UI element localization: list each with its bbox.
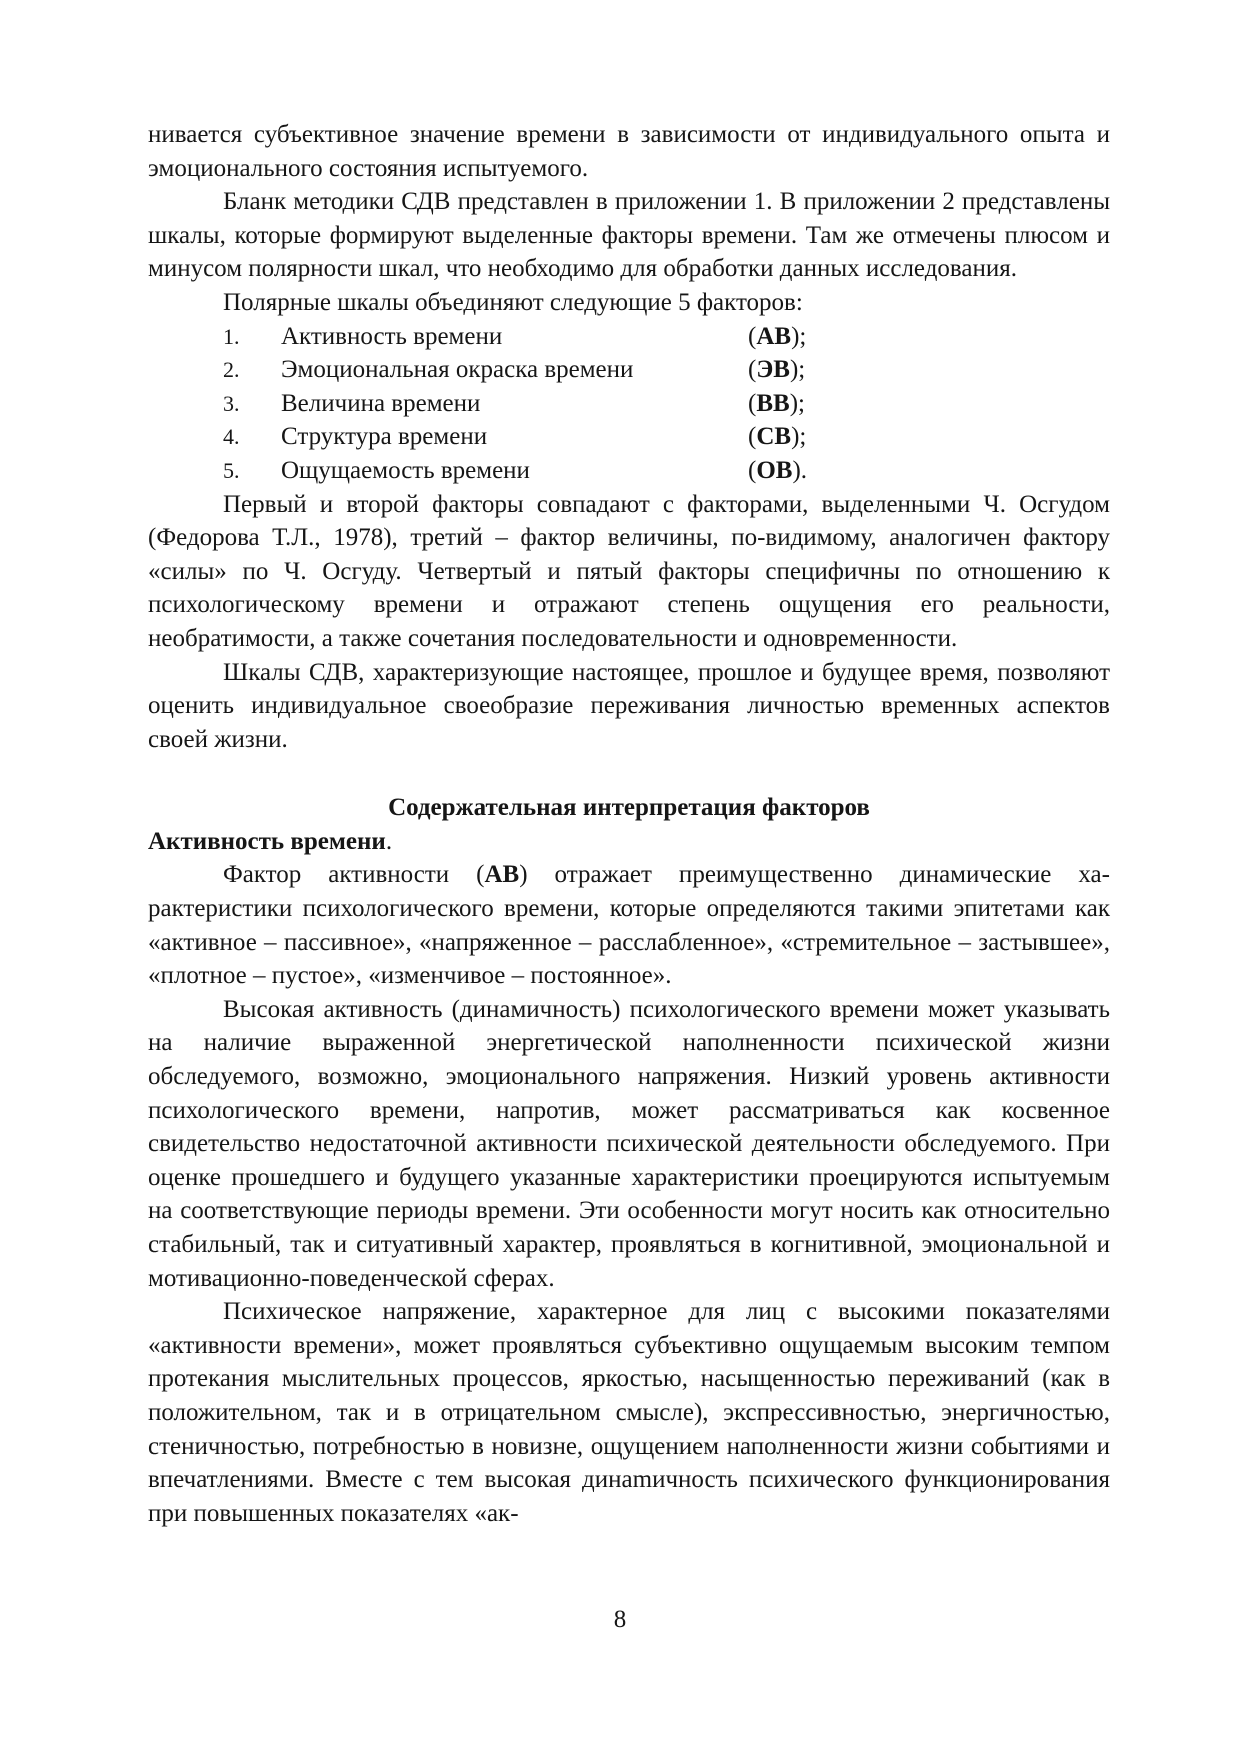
subsection-title [148, 825, 1110, 859]
list-item-end: ); [789, 356, 806, 384]
paragraph-factors-intro: Полярные шкалы объединяют следующие 5 факторов: [223, 288, 803, 316]
list-item-end: ); [791, 423, 807, 451]
list-item-number: 1. [223, 323, 240, 349]
paragraph-high-activity: Высокая активность (динамичность) психологического времени может указывать на наличие выраженной энергетической наполненности психической жизни обследуемого, возможно, эмоционального напряжения. Низкий уровень активности психологического времени, напротив, может рассматриваться как косвенное свидетельство недостаточной активности психической деятельности обследуемого. При оценке прошедшего и будущего указанные характеристики проецируются испытуемым на соответствующие периоды времени. Эти особенности могут носить как относительно стабильный, так и ситуативный характер, проявляться в когнитивной, эмоциональной и мотивационно-поведенческой сферах. [148, 995, 1110, 1292]
factor-code: АВ [756, 322, 792, 350]
paragraph-blank-description: Бланк методики СДВ представлен в приложении 1. В приложении 2 представлены шкалы, которые формируют выделенные факторы времени. Там же отмечены плюсом и минусом полярности шкал, что необходимо для обработки данных исследования. [148, 188, 1110, 283]
factor-code: ЭВ [756, 356, 790, 384]
list-item [148, 353, 1110, 387]
paragraph-activity-factor [148, 858, 1110, 992]
list-item-code: (СВ); [748, 423, 807, 451]
factor-code: АВ [484, 861, 520, 889]
factor-code: СВ [756, 423, 792, 451]
list-item-label: Структура времени [281, 423, 488, 451]
subsection-title-text: Активность времени [148, 827, 386, 855]
list-item [148, 454, 1110, 488]
factor-code: ОВ [756, 456, 793, 484]
list-item-number: 5. [223, 457, 240, 483]
list-item-code: (ОВ). [748, 456, 808, 484]
list-item-code: (ЭВ); [748, 356, 806, 384]
page-number: 8 [613, 1606, 627, 1633]
list-item [148, 320, 1110, 354]
paragraph-continuation: нивается субъективное значение времени в зависимости от индивидуального опыта и эмоционального состояния испытуемого. [148, 121, 1110, 182]
paragraph-sdv-scales: Шкалы СДВ, характеризующие настоящее, прошлое и будущее время, позволяют оценить индивидуальное своеобразие переживания личностью временных аспектов своей жизни. [148, 658, 1110, 753]
section-title: Содержательная интерпретация факторов [388, 794, 870, 822]
paragraph-psychic-tension: Психическое напряжение, характерное для лиц с высокими показателями «активности времени», может проявляться субъективно ощущаемым высоким темпом протекания мыслительных процессов, яркостью, насыщенностью переживаний (как в положительном, так и в отрицательном смысле), экспрессивностью, энергичностью, стеничностью, потребностью в новизне, ощущением наполненности жизни событиями и впечатлениями. Вместе с тем высокая динаmичность психического функционирования при повышенных показателях «ак- [148, 1298, 1110, 1527]
paragraph-osgood-comparison: Первый и второй факторы совпадают с факторами, выделенными Ч. Осгудом (Федорова Т.Л., 1978), третий – фактор величины, по-видимому, аналогичен фактору «силы» по Ч. Осгуду. Четвертый и пятый факторы специфичны по отношению к психологическому времени и отражают степень ощущения его реальности, необратимости, а также сочетания последовательности и одновременности. [148, 490, 1110, 652]
paragraph-activity-after: ) отражает преимущественно динамические характеристики психологического времени, которые определяются такими эпитетами как «активное – пассивное», «напряженное – расслабленное», «стремительное – застывшее», «плотное – пустое», «изменчивое – постоянное». [148, 861, 1110, 990]
list-item-end: ); [789, 389, 805, 417]
list-item-end: ); [791, 322, 807, 350]
list-item-label: Ощущаемость времени [281, 456, 530, 484]
list-item-number: 4. [223, 424, 240, 450]
list-item-end: ). [792, 456, 808, 484]
page-body [148, 118, 1110, 1530]
subsection-title-period: . [385, 827, 393, 855]
factors-list [148, 320, 1110, 488]
list-item [148, 420, 1110, 454]
list-item-label: Активность времени [281, 322, 503, 350]
factor-code: ВВ [756, 389, 790, 417]
list-item-label: Величина времени [281, 389, 481, 417]
list-item-number: 3. [223, 390, 240, 416]
list-item-code: (ВВ); [748, 389, 805, 417]
list-item-number: 2. [223, 357, 240, 383]
list-item-label: Эмоциональная окраска времени [281, 356, 634, 384]
list-item [148, 387, 1110, 421]
list-item-code: (АВ); [748, 322, 807, 350]
paragraph-activity-before: Фактор активности ( [223, 861, 485, 889]
